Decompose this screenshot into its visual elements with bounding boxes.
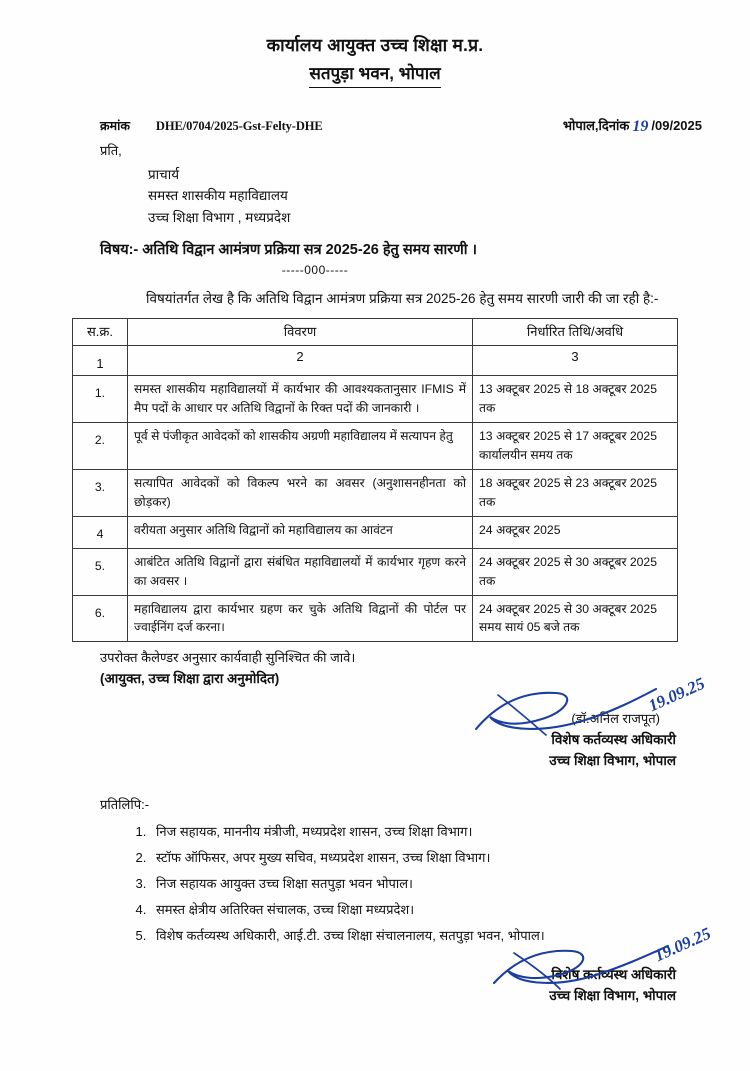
- row-serial: 2.: [73, 423, 128, 470]
- list-item: 2. स्टॉफ ऑफिसर, अपर मुख्य सचिव, मध्यप्रदेश शासन, उच्च शिक्षा विभाग।: [150, 845, 750, 871]
- addressee-line: प्राचार्य: [148, 166, 180, 182]
- addressee-line: समस्त शासकीय महाविद्यालय: [148, 188, 288, 204]
- signatory-designation: विशेष कर्तव्यस्थ अधिकारी: [551, 732, 676, 748]
- signatory-department: उच्च शिक्षा विभाग, भोपाल: [549, 753, 676, 769]
- body-paragraph: विषयांतर्गत लेख है कि अतिथि विद्वान आमंत्रण प्रक्रिया सत्र 2025-26 हेतु समय सारणी जारी की जा रही है:-: [146, 291, 659, 307]
- document-header: [0, 0, 750, 88]
- signature-handwritten-date: 19.09.25: [645, 674, 708, 716]
- table-row: [73, 516, 678, 548]
- row-date: 24 अक्टूबर 2025: [473, 516, 678, 548]
- row-date: 24 अक्टूबर 2025 से 30 अक्टूबर 2025 समय सायं 05 बजे तक: [473, 595, 678, 642]
- place-date-prefix: भोपाल,दिनांक: [562, 117, 630, 133]
- copy-to-label: प्रतिलिपि:-: [100, 797, 150, 813]
- footer-department: उच्च शिक्षा विभाग, भोपाल: [549, 988, 676, 1004]
- row-serial: 3.: [73, 470, 128, 517]
- table-row: [73, 548, 678, 595]
- copy-to-list: [0, 819, 750, 949]
- footer-designation: विशेष कर्तव्यस्थ अधिकारी: [551, 967, 676, 983]
- table-row: [73, 423, 678, 470]
- table-header-row: [73, 319, 678, 346]
- reference-number: DHE/0704/2025-Gst-Felty-DHE: [155, 118, 323, 133]
- office-name: कार्यालय आयुक्त उच्च शिक्षा म.प्र.: [266, 35, 484, 55]
- to-label: प्रति,: [100, 142, 122, 158]
- row-description: वरीयता अनुसार अतिथि विद्वानों को महाविद्यालय का आवंटन: [128, 516, 473, 548]
- column-number: 1: [73, 346, 128, 376]
- closing-note: उपरोक्त कैलेण्डर अनुसार कार्यवाही सुनिश्चित की जावे।: [100, 650, 356, 666]
- row-description: समस्त शासकीय महाविद्यालयों में कार्यभार की आवश्यकतानुसार IFMIS में मैप पदों के आधार पर अतिथि विद्वानों के रिक्त पदों की जानकारी ।: [128, 376, 473, 423]
- handwritten-day: 19: [632, 117, 649, 135]
- reference-row: [0, 116, 750, 135]
- column-number: 3: [473, 346, 678, 376]
- addressee-block: [0, 164, 750, 230]
- row-serial: 1.: [73, 376, 128, 423]
- header-description: विवरण: [128, 319, 473, 346]
- row-description: महाविद्यालय द्वारा कार्यभार ग्रहण कर चुके अतिथि विद्वानों की पोर्टल पर ज्वाईनिंग दर्ज करना।: [128, 595, 473, 642]
- date-suffix: /09/2025: [651, 117, 702, 133]
- approval-note: (आयुक्त, उच्च शिक्षा द्वारा अनुमोदित): [100, 671, 280, 687]
- list-item: 1. निज सहायक, माननीय मंत्रीजी, मध्यप्रदेश शासन, उच्च शिक्षा विभाग।: [150, 819, 750, 845]
- row-description: आबंटित अतिथि विद्वानों द्वारा संबंधित महाविद्यालयों में कार्यभार गृहण करने का अवसर ।: [128, 548, 473, 595]
- row-date: 13 अक्टूबर 2025 से 17 अक्टूबर 2025 कार्यालयीन समय तक: [473, 423, 678, 470]
- table-row: [73, 470, 678, 517]
- row-date: 18 अक्टूबर 2025 से 23 अक्टूबर 2025 तक: [473, 470, 678, 517]
- reference-label: क्रमांक: [100, 118, 130, 133]
- row-description: पूर्व से पंजीकृत आवेदकों को शासकीय अग्रणी महाविद्यालय में सत्यापन हेतु: [128, 423, 473, 470]
- row-description: सत्यापित आवेदकों को विकल्प भरने का अवसर (अनुशासनहीनता को छोड़कर): [128, 470, 473, 517]
- list-item: 4. समस्त क्षेत्रीय अतिरिक्त संचालक, उच्च शिक्षा मध्यप्रदेश।: [150, 897, 750, 923]
- subject-line: विषय:- अतिथि विद्वान आमंत्रण प्रक्रिया सत्र 2025-26 हेतु समय सारणी ।: [100, 242, 478, 259]
- schedule-table: [72, 318, 678, 642]
- row-date: 24 अक्टूबर 2025 से 30 अक्टूबर 2025 तक: [473, 548, 678, 595]
- list-item: 5. विशेष कर्तव्यस्थ अधिकारी, आई.टी. उच्च शिक्षा संचालनालय, सतपुड़ा भवन, भोपाल।: [150, 923, 750, 949]
- table-row: [73, 376, 678, 423]
- row-date: 13 अक्टूबर 2025 से 18 अक्टूबर 2025 तक: [473, 376, 678, 423]
- header-date: निर्धारित तिथि/अवधि: [473, 319, 678, 346]
- place-date: [563, 116, 702, 135]
- table-column-number-row: [73, 346, 678, 376]
- office-address: सतपुड़ा भवन, भोपाल: [309, 63, 440, 88]
- list-item: 3. निज सहायक आयुक्त उच्च शिक्षा सतपुड़ा भवन भोपाल।: [150, 871, 750, 897]
- footer-handwritten-date: 19.09.25: [651, 924, 714, 966]
- column-number: 2: [128, 346, 473, 376]
- subject-separator: -----000-----: [281, 263, 349, 278]
- table-row: [73, 595, 678, 642]
- row-serial: 5.: [73, 548, 128, 595]
- header-serial: स.क्र.: [73, 319, 128, 346]
- signatory-name: (डॉ.अनिल राजपूत): [571, 711, 660, 727]
- row-serial: 4: [73, 516, 128, 548]
- row-serial: 6.: [73, 595, 128, 642]
- addressee-line: उच्च शिक्षा विभाग , मध्यप्रदेश: [148, 210, 291, 226]
- table-body: [73, 376, 678, 642]
